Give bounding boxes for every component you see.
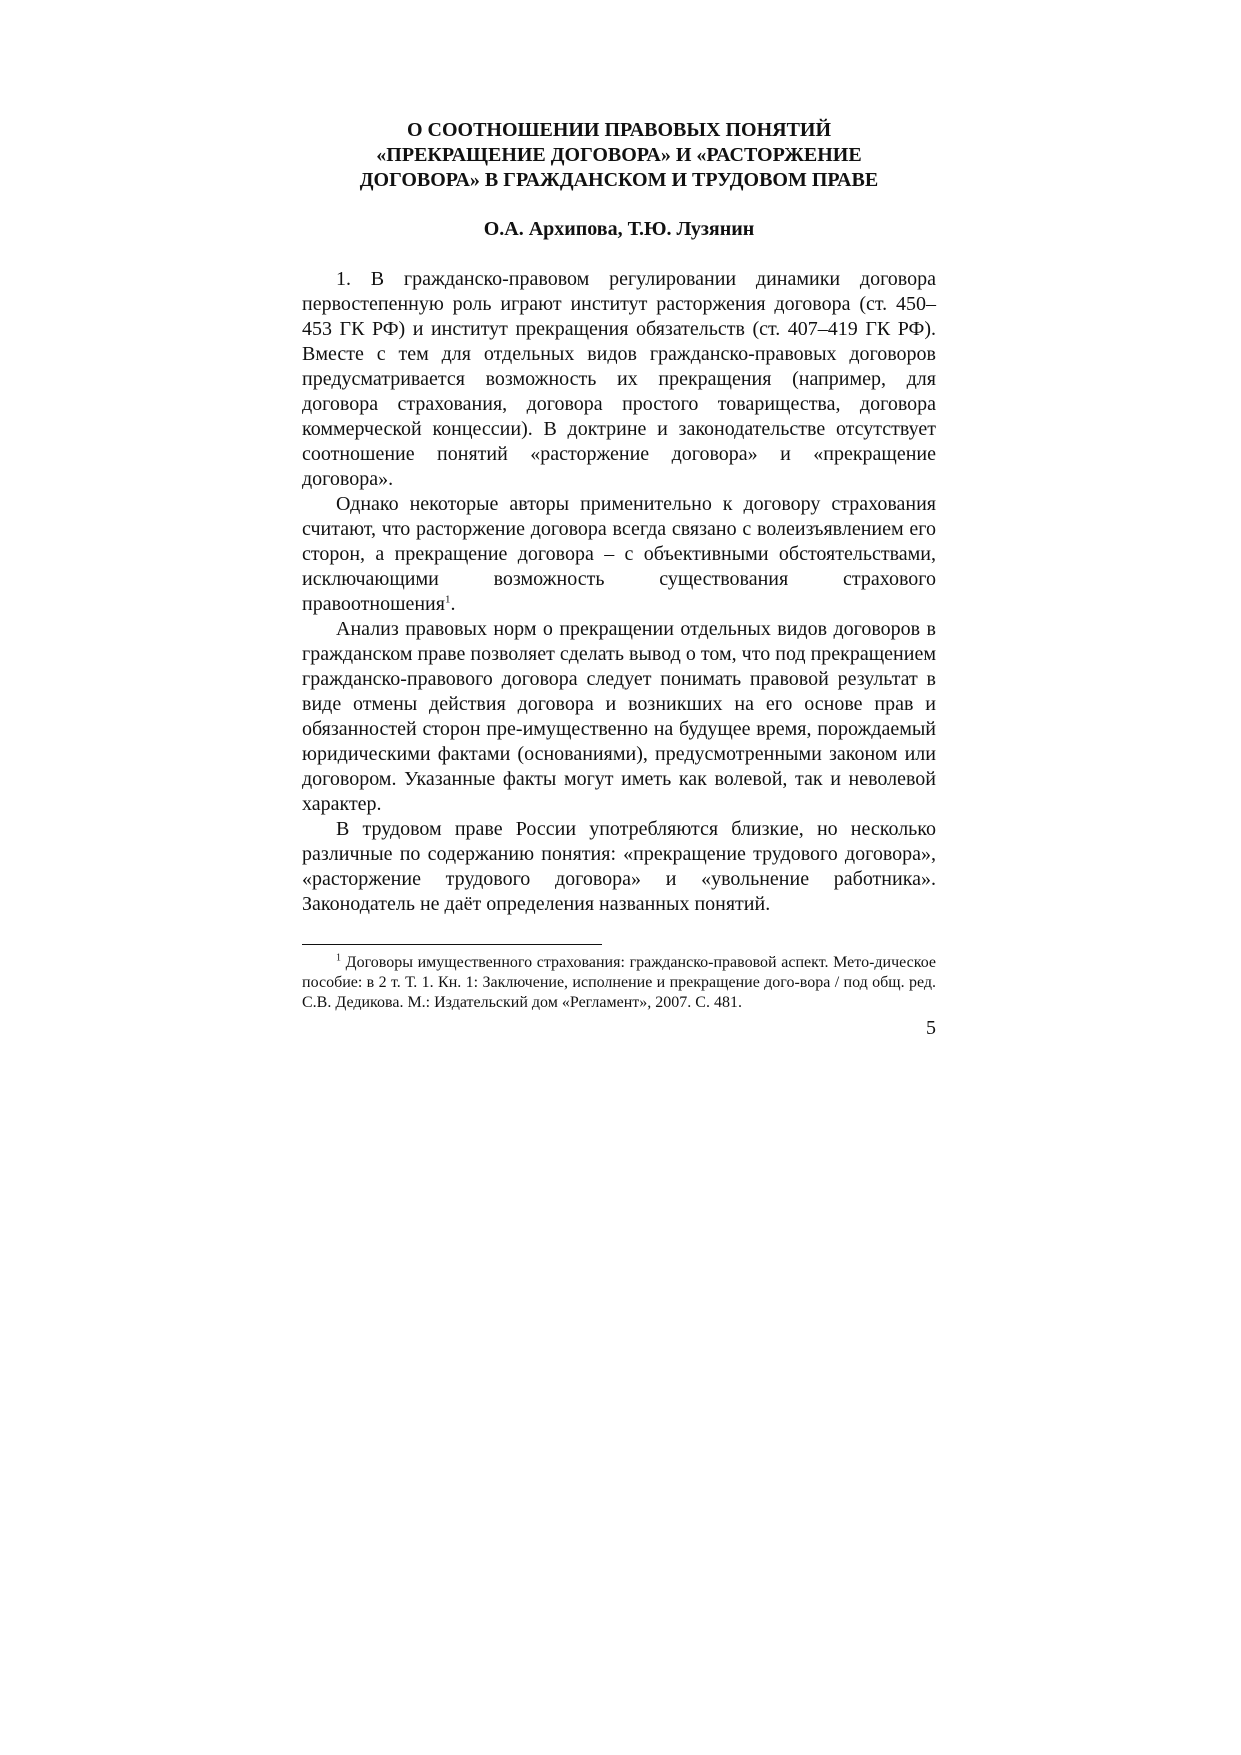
article-title bbox=[302, 118, 936, 193]
footnote-reference[interactable]: 1 bbox=[444, 593, 451, 606]
article-authors: О.А. Архипова, Т.Ю. Лузянин bbox=[483, 218, 755, 240]
paragraph bbox=[302, 492, 936, 617]
footnote bbox=[302, 953, 936, 1013]
footnote-marker: 1 bbox=[336, 952, 341, 964]
footnote-divider bbox=[302, 944, 602, 945]
paragraph-tail: . bbox=[450, 593, 456, 615]
title-line: О СООТНОШЕНИИ ПРАВОВЫХ ПОНЯТИЙ bbox=[406, 119, 832, 141]
page-number: 5 bbox=[926, 1017, 936, 1039]
paragraph-text: Однако некоторые авторы применительно к договору страхования считают, что расторжение договора всегда связано с волеизъявлением его сторон, а прекращение договора – с объективными обстоятельствами, исключающими возможность существования страхового правоотношения bbox=[302, 493, 936, 615]
article-page bbox=[302, 118, 936, 1041]
title-line: «ПРЕКРАЩЕНИЕ ДОГОВОРА» И «РАСТОРЖЕНИЕ bbox=[376, 144, 862, 166]
paragraph: В трудовом праве России употребляются близкие, но несколько различные по содержанию понятия: «прекращение трудового договора», «расторжение трудового договора» и «увольнение работника». Законодатель не даёт определения названных понятий. bbox=[302, 818, 936, 915]
footnote-text: Договоры имущественного страхования: гражданско-правовой аспект. Мето-дическое пособие: в 2 т. Т. 1. Кн. 1: Заключение, исполнение и прекращение дого-вора / под общ. ред. С.В. Дедикова. М.: Издательский дом «Регламент», 2007. С. 481. bbox=[302, 954, 936, 1011]
title-line: ДОГОВОРА» В ГРАЖДАНСКОМ И ТРУДОВОМ ПРАВЕ bbox=[359, 169, 879, 191]
paragraph: Анализ правовых норм о прекращении отдельных видов договоров в гражданском праве позволяет сделать вывод о том, что под прекращением гражданско-правового договора следует понимать правовой результат в виде отмены действия договора и возникших на его основе прав и обязанностей сторон пре-имущественно на будущее время, порождаемый юридическими фактами (основаниями), предусмотренными законом или договором. Указанные факты могут иметь как волевой, так и неволевой характер. bbox=[302, 618, 936, 815]
article-body bbox=[302, 267, 936, 917]
paragraph: 1. В гражданско-правовом регулировании динамики договора первостепенную роль играют институт расторжения договора (ст. 450–453 ГК РФ) и институт прекращения обязательств (ст. 407–419 ГК РФ). Вместе с тем для отдельных видов гражданско-правовых договоров предусматривается возможность их прекращения (например, для договора страхования, договора простого товарищества, договора коммерческой концессии). В доктрине и законодательстве отсутствует соотношение понятий «расторжение договора» и «прекращение договора». bbox=[302, 268, 936, 490]
